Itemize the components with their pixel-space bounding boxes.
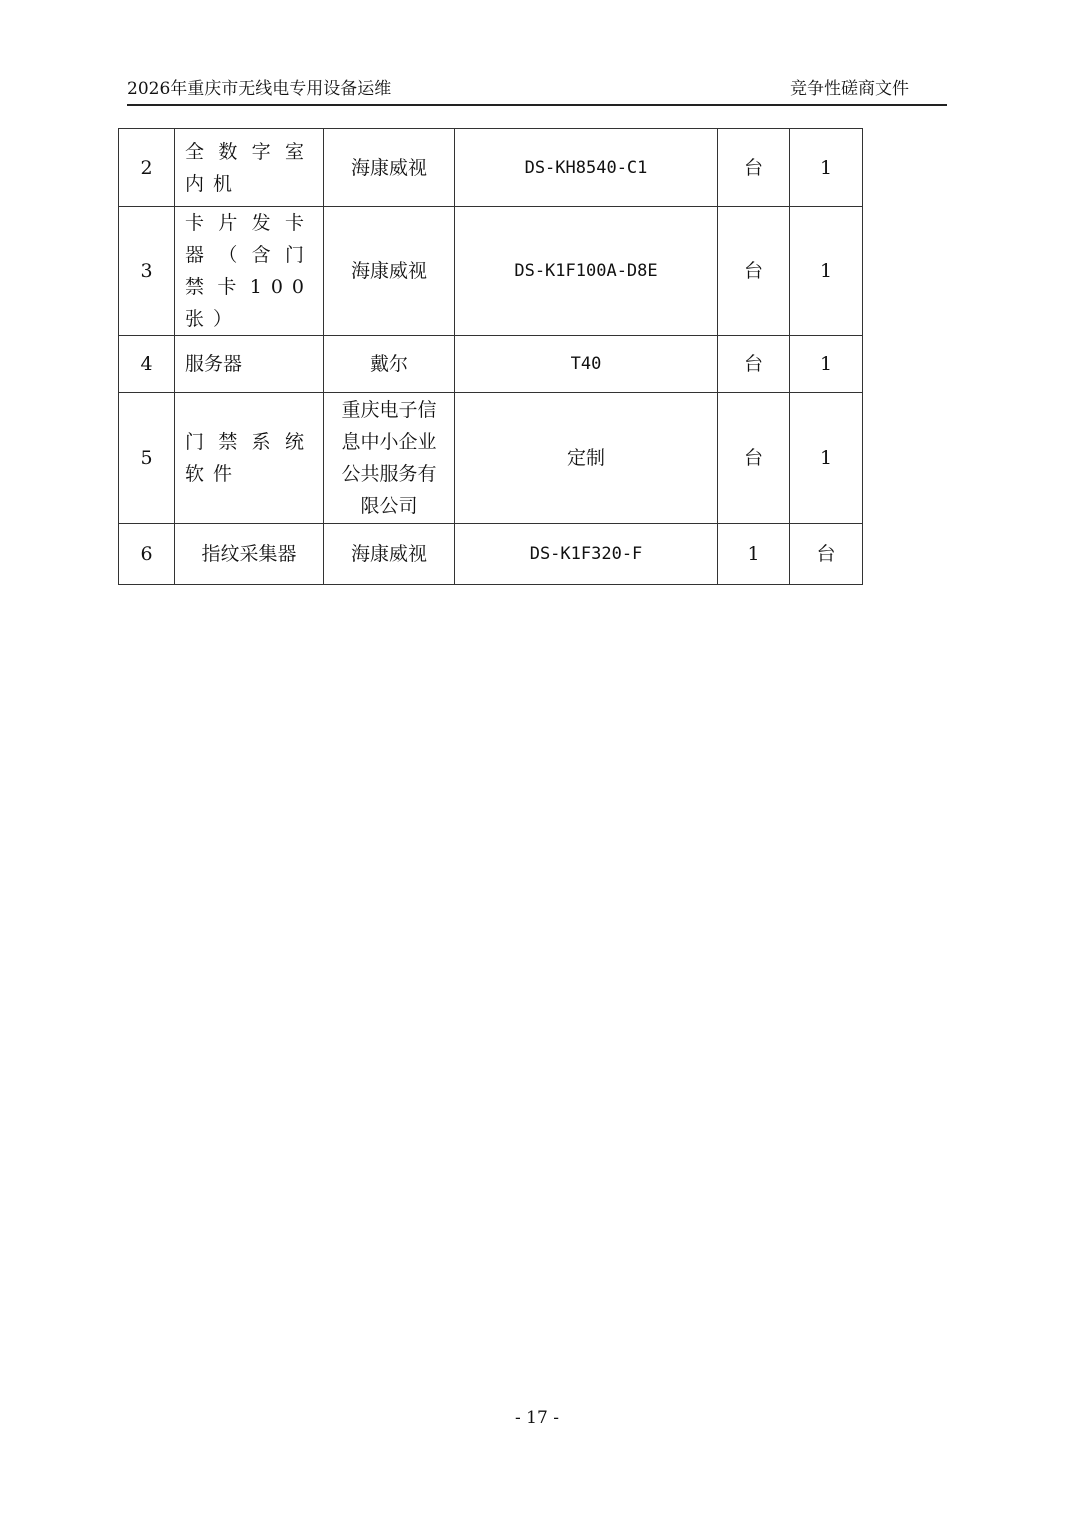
- brand: 海康威视: [324, 207, 455, 336]
- row-number: 6: [119, 524, 175, 585]
- table-row: [119, 207, 863, 336]
- brand: 海康威视: [324, 129, 455, 207]
- table-row: [119, 336, 863, 393]
- table-row: [119, 129, 863, 207]
- row-number: 5: [119, 393, 175, 524]
- header-document-type: 竞争性磋商文件: [790, 79, 909, 99]
- brand: 重庆电子信息中小企业公共服务有限公司: [324, 393, 455, 524]
- equipment-table: [118, 128, 863, 585]
- model: T40: [455, 336, 718, 393]
- device-name-text: 卡片发卡器（含门禁卡100张）: [185, 212, 313, 330]
- model: DS-KH8540-C1: [455, 129, 718, 207]
- device-name: 服务器: [175, 336, 324, 393]
- brand: 戴尔: [324, 336, 455, 393]
- table-row: [119, 393, 863, 524]
- model: DS-K1F100A-D8E: [455, 207, 718, 336]
- device-name: [175, 207, 324, 336]
- unit: 台: [718, 336, 790, 393]
- table-row: [119, 524, 863, 585]
- quantity: 1: [790, 129, 863, 207]
- quantity: 台: [790, 524, 863, 585]
- header-project-title: 2026年重庆市无线电专用设备运维: [127, 79, 392, 99]
- model: DS-K1F320-F: [455, 524, 718, 585]
- quantity: 1: [790, 207, 863, 336]
- row-number: 3: [119, 207, 175, 336]
- quantity: 1: [790, 336, 863, 393]
- device-name: [175, 129, 324, 207]
- device-name-text: 全数字室内机: [185, 140, 313, 195]
- unit: 台: [718, 393, 790, 524]
- unit: 台: [718, 207, 790, 336]
- unit: 台: [718, 129, 790, 207]
- quantity: 1: [790, 393, 863, 524]
- brand: 海康威视: [324, 524, 455, 585]
- device-name: 指纹采集器: [175, 524, 324, 585]
- device-name-text: 门禁系统软件: [185, 431, 313, 485]
- model: 定制: [455, 393, 718, 524]
- row-number: 4: [119, 336, 175, 393]
- page-header: [127, 78, 947, 106]
- row-number: 2: [119, 129, 175, 207]
- unit: 1: [718, 524, 790, 585]
- device-name: [175, 393, 324, 524]
- page-number: - 17 -: [515, 1408, 559, 1428]
